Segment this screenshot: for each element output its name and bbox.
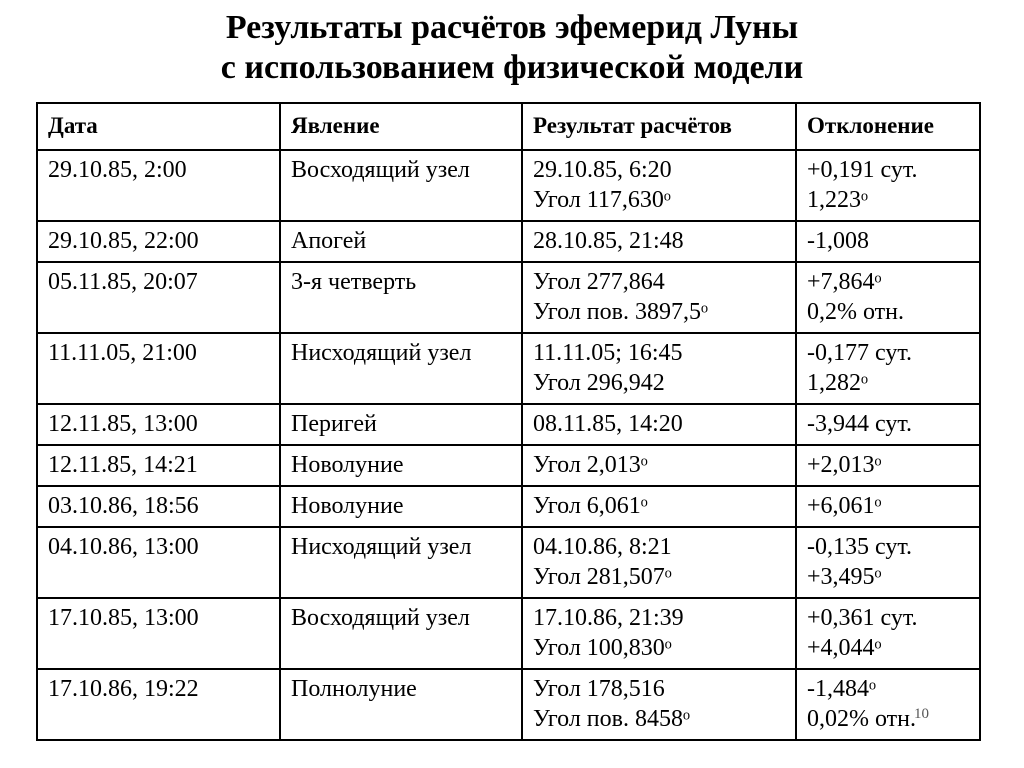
deviation-line: 1,223ᵒ <box>807 187 868 213</box>
deviation-line: 0,02% отн. <box>807 706 917 732</box>
deviation-line: 1,282ᵒ <box>807 370 868 396</box>
result-line: 28.10.85, 21:48 <box>533 228 684 254</box>
deviation-line: -1,008 <box>807 228 869 254</box>
cell-result <box>522 598 796 669</box>
cell-result <box>522 404 796 445</box>
result-line: Угол 2,013ᵒ <box>533 452 648 478</box>
deviation-line: +0,191 сут. <box>807 157 918 183</box>
title-line-1: Результаты расчётов эфемерид Луны <box>225 9 799 46</box>
cell-deviation <box>796 150 980 221</box>
cell-event: Апогей <box>280 221 522 262</box>
header-event: Явление <box>280 103 522 150</box>
deviation-line: +3,495ᵒ <box>807 564 882 590</box>
cell-deviation <box>796 262 980 333</box>
table-row <box>37 598 980 669</box>
cell-result <box>522 333 796 404</box>
cell-date: 04.10.86, 13:00 <box>37 527 280 598</box>
table-row <box>37 669 980 740</box>
cell-result <box>522 221 796 262</box>
table-row <box>37 527 980 598</box>
cell-event: Перигей <box>280 404 522 445</box>
result-line: 29.10.85, 6:20 <box>533 157 672 183</box>
page-number: 10 <box>914 706 929 722</box>
cell-deviation <box>796 598 980 669</box>
header-result: Результат расчётов <box>522 103 796 150</box>
page-title <box>0 8 1024 88</box>
cell-deviation <box>796 333 980 404</box>
table-row <box>37 445 980 486</box>
table-row <box>37 221 980 262</box>
cell-event: 3-я четверть <box>280 262 522 333</box>
result-line: Угол 277,864 <box>533 269 665 295</box>
cell-result <box>522 150 796 221</box>
header-deviation: Отклонение <box>796 103 980 150</box>
result-line: Угол 281,507ᵒ <box>533 564 672 590</box>
deviation-line: -0,135 сут. <box>807 534 913 560</box>
cell-deviation <box>796 527 980 598</box>
result-line: 04.10.86, 8:21 <box>533 534 672 560</box>
cell-deviation <box>796 445 980 486</box>
cell-event: Новолуние <box>280 486 522 527</box>
result-line: Угол 178,516 <box>533 676 665 702</box>
result-line: 17.10.86, 21:39 <box>533 605 684 631</box>
cell-deviation <box>796 221 980 262</box>
result-line: 08.11.85, 14:20 <box>533 411 683 437</box>
cell-date: 12.11.85, 13:00 <box>37 404 280 445</box>
deviation-line: 0,2% отн. <box>807 299 905 325</box>
table-row <box>37 486 980 527</box>
cell-result <box>522 262 796 333</box>
result-line: Угол пов. 3897,5ᵒ <box>533 299 708 325</box>
table-row <box>37 150 980 221</box>
deviation-line: +2,013ᵒ <box>807 452 882 478</box>
deviation-line: +4,044ᵒ <box>807 635 882 661</box>
deviation-line: +6,061ᵒ <box>807 493 882 519</box>
cell-date: 29.10.85, 22:00 <box>37 221 280 262</box>
deviation-line: -1,484ᵒ <box>807 676 876 702</box>
cell-event: Восходящий узел <box>280 598 522 669</box>
result-line: Угол пов. 8458ᵒ <box>533 706 690 732</box>
result-line: Угол 6,061ᵒ <box>533 493 648 519</box>
result-line: Угол 100,830ᵒ <box>533 635 672 661</box>
deviation-line: +0,361 сут. <box>807 605 918 631</box>
cell-result <box>522 445 796 486</box>
cell-event: Нисходящий узел <box>280 527 522 598</box>
cell-date: 29.10.85, 2:00 <box>37 150 280 221</box>
table-row <box>37 262 980 333</box>
cell-result <box>522 527 796 598</box>
cell-date: 17.10.85, 13:00 <box>37 598 280 669</box>
deviation-line: -0,177 сут. <box>807 340 913 366</box>
cell-deviation <box>796 404 980 445</box>
result-line: Угол 117,630ᵒ <box>533 187 671 213</box>
table-row <box>37 333 980 404</box>
cell-date: 17.10.86, 19:22 <box>37 669 280 740</box>
cell-event: Восходящий узел <box>280 150 522 221</box>
deviation-line: +7,864ᵒ <box>807 269 882 295</box>
cell-result <box>522 669 796 740</box>
result-line: Угол 296,942 <box>533 370 665 396</box>
cell-date: 12.11.85, 14:21 <box>37 445 280 486</box>
cell-result <box>522 486 796 527</box>
deviation-line: -3,944 сут. <box>807 411 913 437</box>
cell-deviation <box>796 486 980 527</box>
cell-event: Нисходящий узел <box>280 333 522 404</box>
result-line: 11.11.05; 16:45 <box>533 340 683 366</box>
cell-date: 03.10.86, 18:56 <box>37 486 280 527</box>
table-header-row <box>37 103 980 150</box>
header-date: Дата <box>37 103 280 150</box>
cell-event: Новолуние <box>280 445 522 486</box>
cell-date: 05.11.85, 20:07 <box>37 262 280 333</box>
title-line-2: с использованием физической модели <box>220 49 804 86</box>
ephemeris-table <box>36 102 981 741</box>
cell-deviation <box>796 669 980 740</box>
cell-date: 11.11.05, 21:00 <box>37 333 280 404</box>
cell-event: Полнолуние <box>280 669 522 740</box>
table-row <box>37 404 980 445</box>
